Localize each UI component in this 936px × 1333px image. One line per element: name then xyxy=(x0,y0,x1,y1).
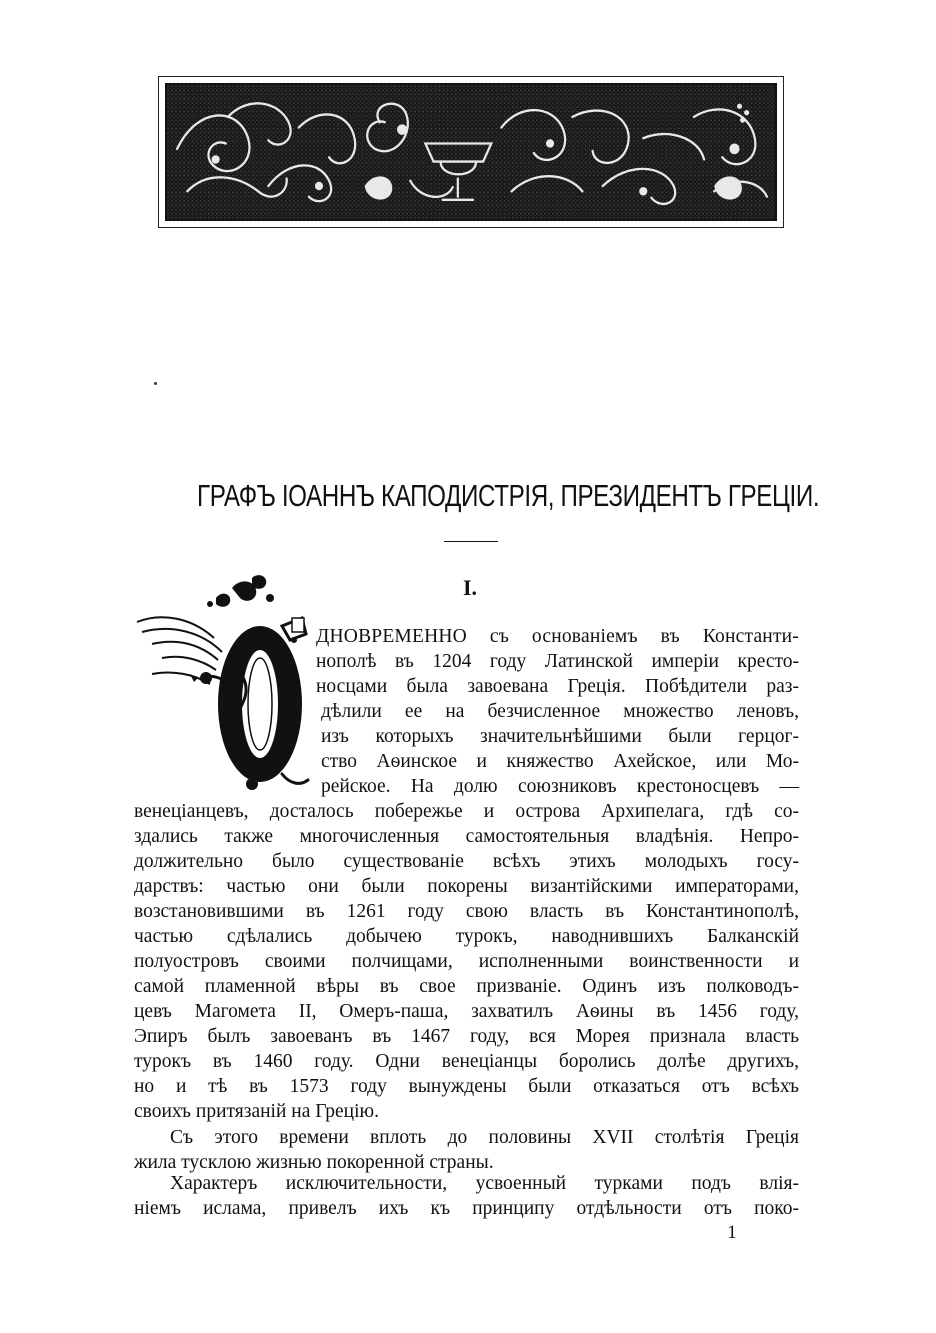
text-line: венеціанцевъ, досталось побережье и острова Архипелага, гдѣ со- xyxy=(134,801,799,822)
text-line: ніемъ ислама, привелъ ихъ къ принципу отдѣльности отъ поко- xyxy=(134,1198,799,1219)
stray-ink-dot xyxy=(154,382,157,385)
article-title: ГРАФЪ ІОАННЪ КАПОДИСТРІЯ, ПРЕЗИДЕНТЪ ГРЕЦІИ. xyxy=(197,478,820,513)
text-line: полуостровъ своими полчищами, исполненными воинственности и xyxy=(134,951,799,972)
headpiece-engraving xyxy=(165,83,777,221)
text-line: но и тѣ въ 1573 году вынуждены были отказаться отъ всѣхъ xyxy=(134,1076,799,1097)
text-line: здались также многочисленныя самостоятельныя владѣнія. Непро- xyxy=(134,826,799,847)
text-line: цевъ Магомета II, Омеръ-паша, захватилъ Аѳины въ 1456 году, xyxy=(134,1001,799,1022)
text-line: Характеръ исключительности, усвоенный турками подъ влія- xyxy=(170,1173,799,1194)
text-line: жила тусклою жизнью покоренной страны. xyxy=(134,1152,494,1173)
griffin-initial-ornament xyxy=(132,574,314,798)
title-divider xyxy=(444,541,498,542)
text-line: ДНОВРЕМЕННО съ основаніемъ въ Константи- xyxy=(316,626,799,647)
text-line: возстановившими въ 1261 году свою власть въ Константинополѣ, xyxy=(134,901,799,922)
text-line: рейское. На долю союзниковъ крестоносцевъ — xyxy=(321,776,799,797)
text-line: турокъ въ 1460 году. Одни венеціанцы боролись долѣе другихъ, xyxy=(134,1051,799,1072)
foliage-scroll-ornament xyxy=(167,85,775,219)
page-number: 1 xyxy=(727,1222,737,1243)
ornamental-headpiece xyxy=(158,76,784,228)
text-line: частью сдѣлались добычею турокъ, наводнившихъ Балканскій xyxy=(134,926,799,947)
text-line: изъ которыхъ значительнѣйшими были герцог- xyxy=(321,726,799,747)
text-line: Съ этого времени вплоть до половины XVII столѣтія Греція xyxy=(170,1127,799,1148)
text-line: должительно было существованіе всѣхъ этихъ молодыхъ госу- xyxy=(134,851,799,872)
text-line: Эпиръ былъ завоеванъ въ 1467 году, вся Морея признала власть xyxy=(134,1026,799,1047)
text-line: самой пламенной вѣры въ свое призваніе. Одинъ изъ полководъ- xyxy=(134,976,799,997)
section-numeral: I. xyxy=(462,575,478,600)
text-line: ство Аѳинское и княжество Ахейское, или Мо- xyxy=(321,751,799,772)
text-line: дарствъ: частью они были покорены византійскими императорами, xyxy=(134,876,799,897)
text-line: дѣлили ее на безчисленное множество леновъ, xyxy=(321,701,799,722)
decorated-drop-cap xyxy=(132,574,314,798)
text-line: носцами была завоевана Грецiя. Побѣдители раз- xyxy=(316,676,799,697)
text-line: своихъ притязаній на Грецію. xyxy=(134,1101,379,1122)
text-line: нополѣ въ 1204 году Латинской имперіи кресто- xyxy=(316,651,799,672)
